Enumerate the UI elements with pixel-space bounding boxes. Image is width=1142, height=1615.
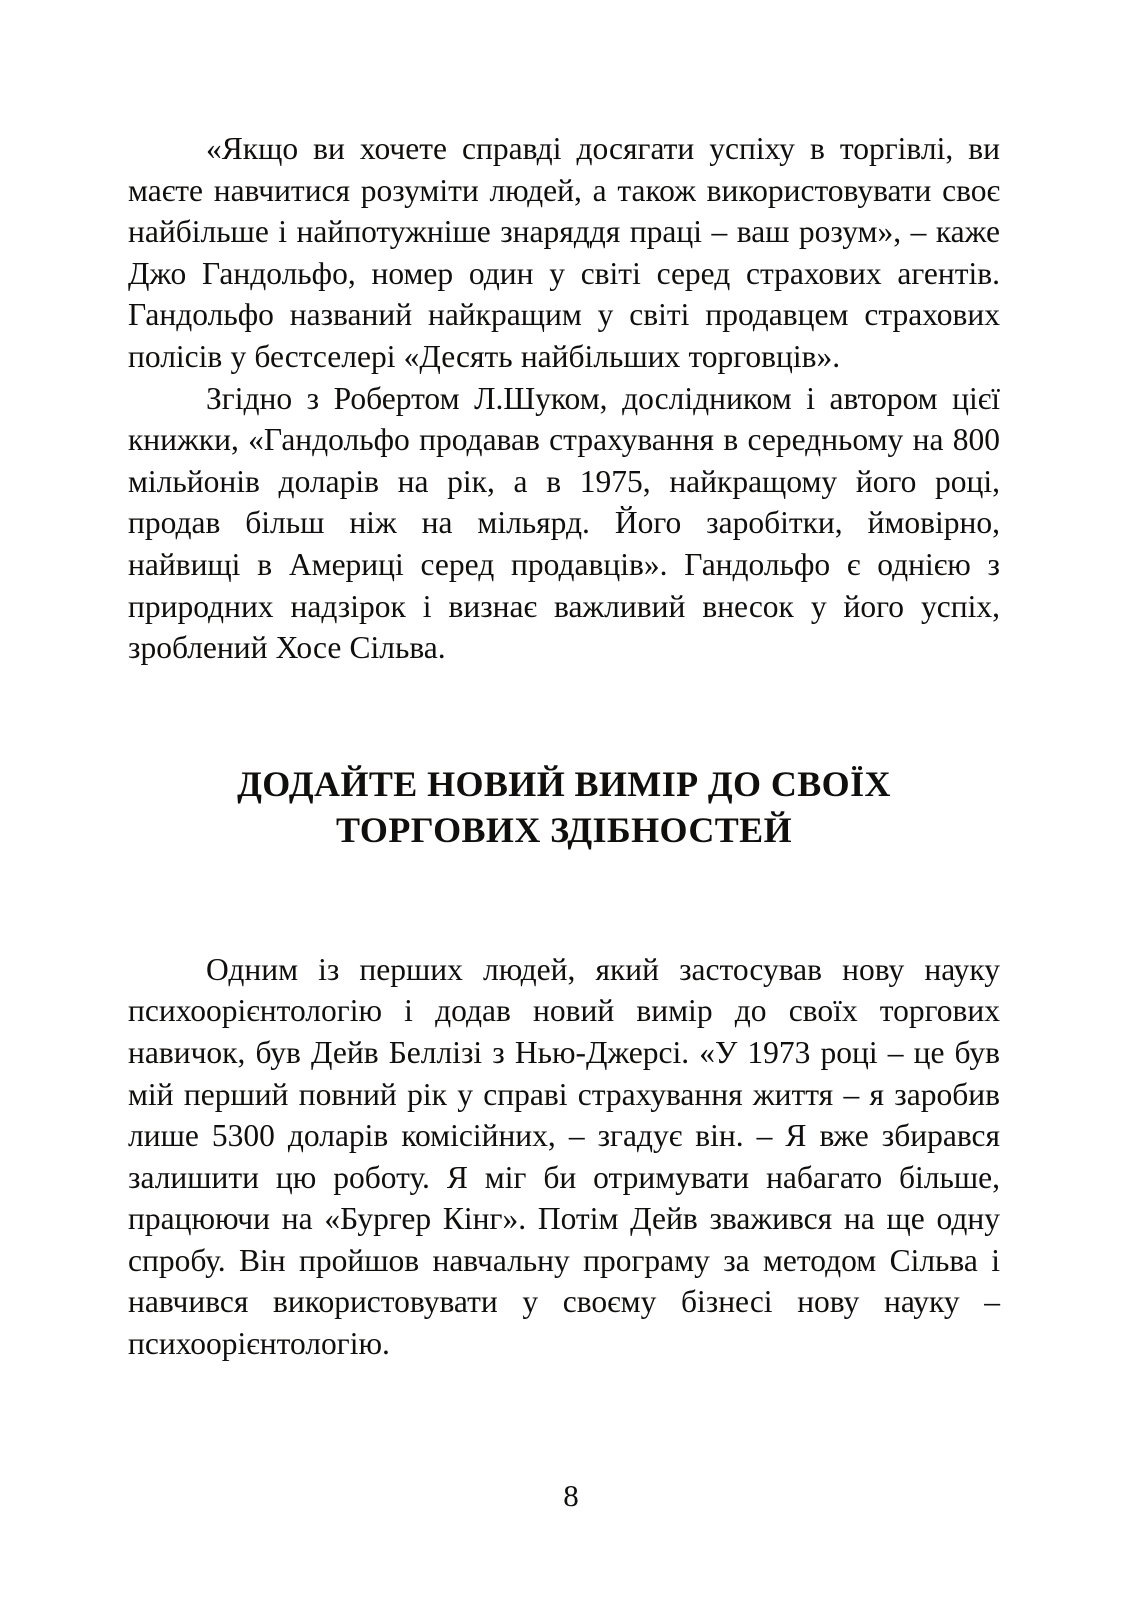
page-number: 8 <box>563 1478 579 1513</box>
section-heading <box>128 761 1000 853</box>
paragraph-gandolfo-quote: «Якщо ви хочете справді досягати успіху в торгівлі, ви маєте навчитися розуміти людей, а також використовувати своє найбільше і найпотужніше знаряддя праці – ваш розум», – каже Джо Гандольфо, номер один у світі серед страхових агентів. Гандольфо названий найкращим у світі продавцем страхових полісів у бестселері «Десять найбільших торговців». <box>128 131 1000 374</box>
paragraph-shook-citation: Згідно з Робертом Л.Шуком, дослідником і автором цієї книжки, «Гандольфо продавав страхування в середньому на 800 мільйонів доларів на рік, а в 1975, найкращому його році, продав більш ніж на мільярд. Його заробітки, ймовірно, найвищі в Америці серед продавців». Гандольфо є однією з природних надзірок і визнає важливий внесок у його успіх, зроблений Хосе Сільва. <box>128 380 1000 666</box>
section-heading-line-2: ТОРГОВИХ ЗДІБНОСТЕЙ <box>335 809 792 850</box>
paragraph-dave-bellizzi: Одним із перших людей, який застосував нову науку психоорієнтологію і додав новий вимір до своїх торгових навичок, був Дейв Беллізі з Нью-Джерсі. «У 1973 році – це був мій перший повний рік у справі страхування життя – я заробив лише 5300 доларів комісійних, – згадує він. – Я вже збирався залишити цю роботу. Я міг би отримувати набагато більше, працюючи на «Бургер Кінг». Потім Дейв зважився на ще одну спробу. Він пройшов навчальну програму за методом Сільва і навчився використовувати у своєму бізнесі нову науку – психоорієнтологію. <box>128 951 1000 1362</box>
page-content <box>128 128 1000 1365</box>
section-heading-line-1: ДОДАЙТЕ НОВИЙ ВИМІР ДО СВОЇХ <box>237 763 891 804</box>
